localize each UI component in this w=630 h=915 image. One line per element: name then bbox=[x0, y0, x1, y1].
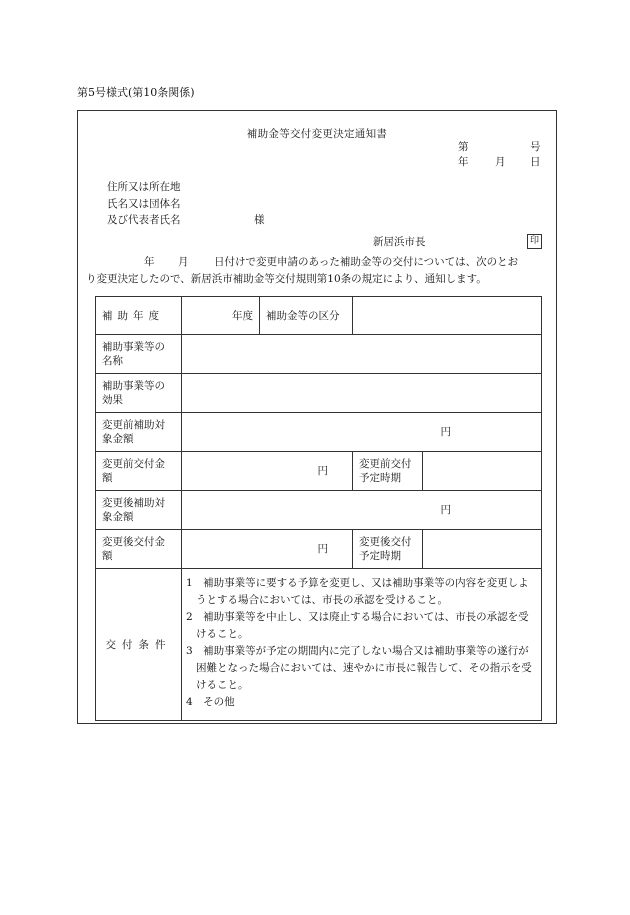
table-row bbox=[96, 374, 542, 413]
project-name-value bbox=[182, 335, 542, 374]
body-text-line1: 日付けで変更申請のあった補助金等の交付については、次のとお bbox=[214, 256, 519, 268]
condition-item: 2 補助事業等を中止し、又は廃止する場合においては、市長の承認を受けること。 bbox=[186, 611, 529, 640]
post-grant-amount-unit: 円 bbox=[182, 530, 353, 569]
table-row bbox=[96, 530, 542, 569]
date-year: 年 bbox=[458, 156, 469, 168]
recipient-address-label: 住所又は所在地 bbox=[107, 181, 181, 193]
pre-target-amount-label: 変更前補助対象金額 bbox=[96, 413, 182, 452]
conditions-label: 交付条件 bbox=[96, 569, 182, 721]
issuer-name: 新居浜市長 bbox=[373, 236, 426, 248]
post-target-amount-label: 変更後補助対象金額 bbox=[96, 491, 182, 530]
table-row bbox=[96, 569, 542, 721]
table-row bbox=[96, 297, 542, 335]
pre-grant-amount-unit: 円 bbox=[182, 452, 353, 491]
table-row bbox=[96, 413, 542, 452]
recipient-name-label: 氏名又は団体名 bbox=[107, 198, 181, 210]
pre-grant-date-label: 変更前交付予定時期 bbox=[353, 452, 423, 491]
recipient-honorific: 様 bbox=[254, 214, 265, 226]
fiscal-year-unit: 年度 bbox=[182, 297, 260, 335]
number-suffix: 号 bbox=[530, 141, 541, 153]
body-year: 年 bbox=[144, 256, 155, 268]
number-prefix: 第 bbox=[458, 141, 469, 153]
form-title: 補助金等交付変更決定通知書 bbox=[246, 128, 388, 140]
post-grant-date-label: 変更後交付予定時期 bbox=[353, 530, 423, 569]
details-table bbox=[95, 296, 542, 721]
pre-target-amount-unit: 円 bbox=[182, 413, 542, 452]
table-row bbox=[96, 452, 542, 491]
condition-item: 3 補助事業等が予定の期間内に完了しない場合又は補助事業等の遂行が困難となった場合においては、速やかに市長に報告して、その指示を受けること。 bbox=[186, 645, 532, 691]
project-effect-value bbox=[182, 374, 542, 413]
body-month: 月 bbox=[178, 256, 189, 268]
fiscal-year-label: 補助年度 bbox=[96, 297, 182, 335]
recipient-rep-label: 及び代表者氏名 bbox=[107, 214, 181, 226]
form-style-label: 第5号様式(第10条関係) bbox=[77, 86, 195, 99]
table-row bbox=[96, 335, 542, 374]
condition-item: 4 その他 bbox=[186, 696, 235, 708]
post-grant-date-value bbox=[423, 530, 542, 569]
project-effect-label: 補助事業等の効果 bbox=[96, 374, 182, 413]
pre-grant-amount-label: 変更前交付金額 bbox=[96, 452, 182, 491]
date-month: 月 bbox=[495, 156, 506, 168]
conditions-list bbox=[182, 569, 542, 721]
body-text-line2: り変更決定したので、新居浜市補助金等交付規則第10条の規定により、通知します。 bbox=[86, 273, 487, 285]
condition-item: 1 補助事業等に要する予算を変更し、又は補助事業等の内容を変更しようとする場合においては、市長の承認を受けること。 bbox=[186, 577, 529, 606]
date-day: 日 bbox=[530, 156, 541, 168]
post-target-amount-unit: 円 bbox=[182, 491, 542, 530]
pre-grant-date-value bbox=[423, 452, 542, 491]
project-name-label: 補助事業等の名称 bbox=[96, 335, 182, 374]
table-row bbox=[96, 491, 542, 530]
seal-mark: 印 bbox=[527, 234, 542, 249]
notice-form bbox=[77, 110, 557, 724]
post-grant-amount-label: 変更後交付金額 bbox=[96, 530, 182, 569]
category-label: 補助金等の区分 bbox=[260, 297, 353, 335]
category-value bbox=[353, 297, 542, 335]
